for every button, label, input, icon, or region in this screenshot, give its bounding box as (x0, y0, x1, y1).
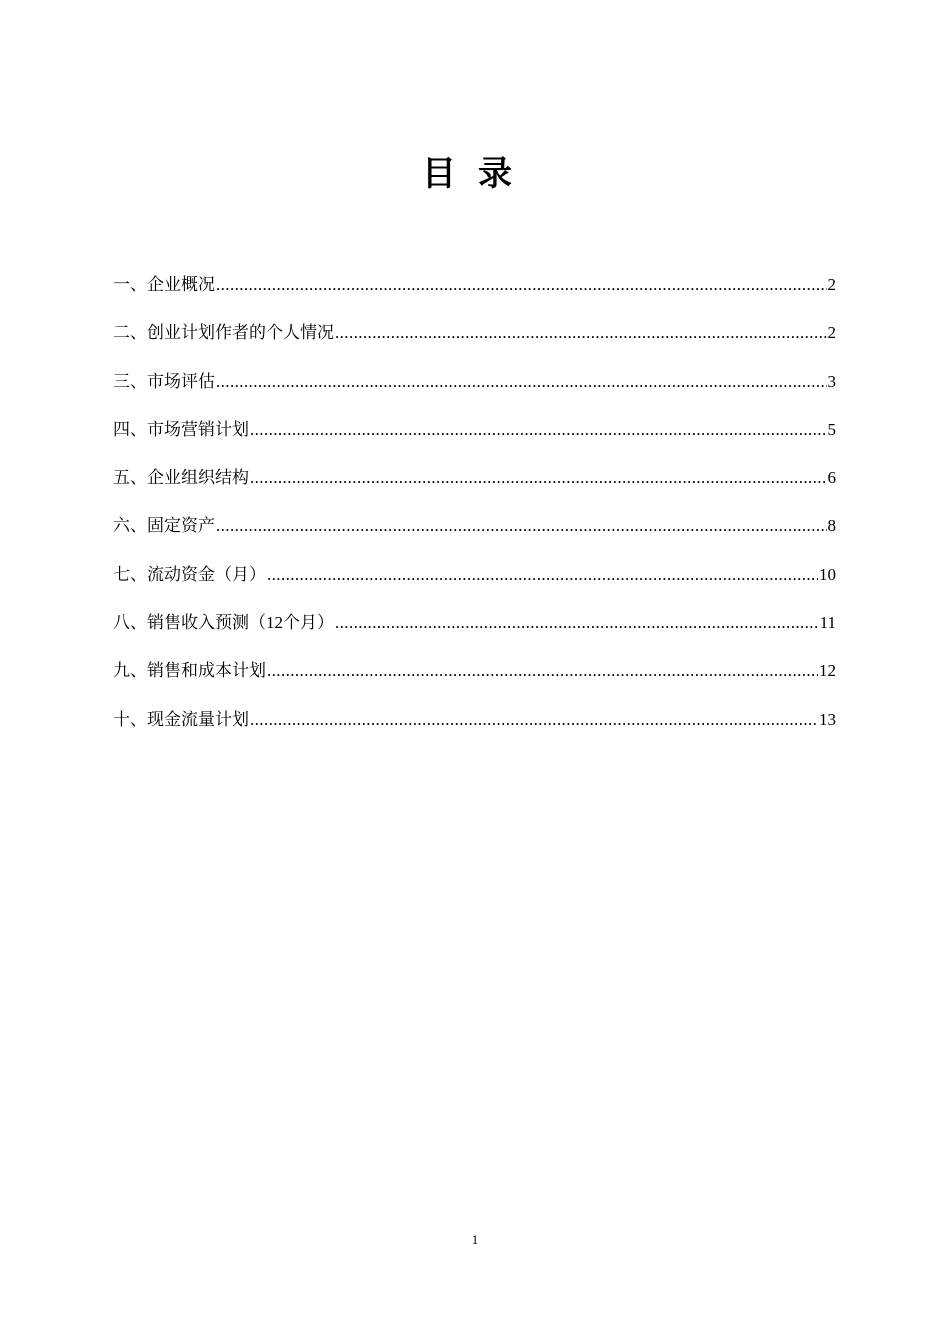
dot-leader (267, 565, 818, 585)
toc-entry[interactable] (113, 270, 836, 318)
toc-entry-label: 八、销售收入预测（12个月） (113, 613, 334, 633)
toc-entry[interactable] (113, 367, 836, 415)
toc-entry[interactable] (113, 511, 836, 559)
dot-leader (335, 613, 819, 633)
toc-entry[interactable] (113, 656, 836, 704)
toc-entry[interactable] (113, 560, 836, 608)
toc-entry-page: 3 (827, 371, 836, 391)
toc-entry-page: 2 (827, 323, 836, 343)
toc-entry-label: 七、流动资金（月） (113, 564, 266, 584)
toc-entry[interactable] (113, 608, 836, 656)
dot-leader (335, 323, 827, 343)
toc-entry-page: 12 (819, 661, 836, 681)
dot-leader (267, 661, 818, 681)
toc-entry[interactable] (113, 705, 836, 753)
toc-entry-page: 13 (819, 709, 836, 729)
toc-entry-label: 三、市场评估 (113, 371, 215, 391)
dot-leader (250, 710, 818, 730)
page-number: 1 (471, 1232, 479, 1247)
dot-leader (216, 275, 827, 295)
toc-entry[interactable] (113, 415, 836, 463)
toc-entry-page: 2 (827, 275, 836, 294)
toc-entry-page: 8 (827, 516, 836, 536)
toc-entry-label: 一、企业概况 (113, 275, 215, 294)
dot-leader (250, 468, 827, 488)
toc-entry-page: 6 (827, 468, 836, 488)
toc-entry-page: 5 (827, 419, 836, 439)
toc-entry-label: 五、企业组织结构 (113, 468, 249, 488)
dot-leader (250, 420, 827, 440)
toc-entry-label: 九、销售和成本计划 (113, 661, 266, 681)
toc-entry-page: 11 (819, 613, 836, 633)
toc-entry-label: 二、创业计划作者的个人情况 (113, 323, 334, 343)
toc-entry-label: 六、固定资产 (113, 516, 215, 536)
toc-entry[interactable] (113, 463, 836, 511)
dot-leader (216, 372, 827, 392)
dot-leader (216, 516, 827, 536)
toc-entry-page: 10 (819, 564, 836, 584)
page-title: 目录 (422, 154, 534, 194)
toc-entry[interactable] (113, 318, 836, 366)
toc-entry-label: 十、现金流量计划 (113, 709, 249, 729)
toc-entry-label: 四、市场营销计划 (113, 419, 249, 439)
table-of-contents (113, 270, 836, 753)
